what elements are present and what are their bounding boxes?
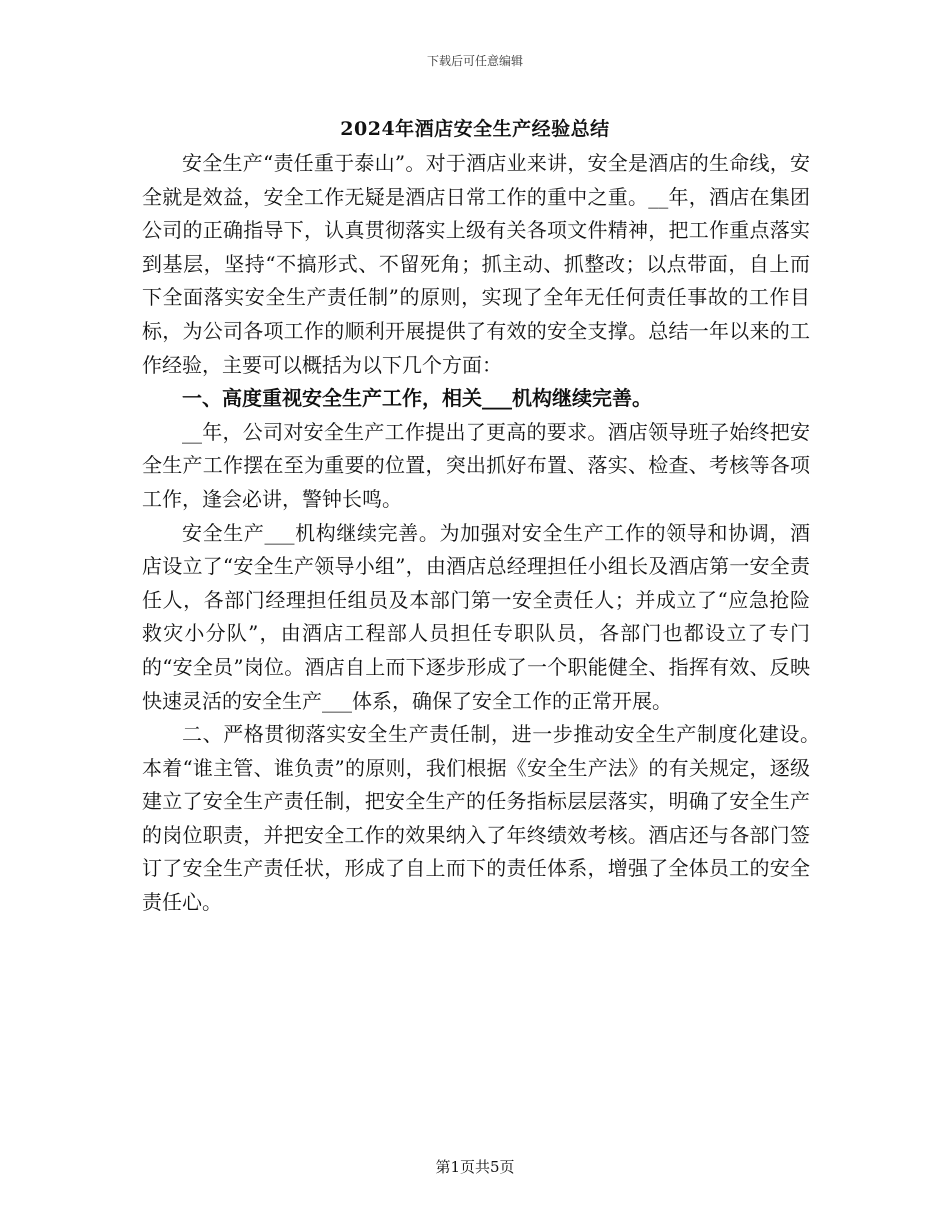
paragraph-organization: 安全生产___机构继续完善。为加强对安全生产工作的领导和协调，酒店设立了“安全生产领导小组”，由酒店总经理担任小组长及酒店第一安全责任人，各部门经理担任组员及本部门第一安全责任人；并成立了“应急抢险救灾小分队”，由酒店工程部人员担任专职队员，各部门也都设立了专门的“安全员”岗位。酒店自上而下逐步形成了一个职能健全、指挥有效、反映快速灵活的安全生产___体系，确保了安全工作的正常开展。	[142, 520, 810, 713]
document-body	[142, 147, 830, 920]
document-title: 2024年酒店安全生产经验总结	[340, 118, 610, 140]
paragraph-leadership: __年，公司对安全生产工作提出了更高的要求。酒店领导班子始终把安全生产工作摆在至为重要的位置，突出抓好布置、落实、检查、考核等各项工作，逢会必讲，警钟长鸣。	[142, 419, 810, 511]
paragraph-responsibility: 二、严格贯彻落实安全生产责任制，进一步推动安全生产制度化建设。 本着“谁主管、谁负责”的原则，我们根据《安全生产法》的有关规定，逐级建立了安全生产责任制，把安全生产的任务指标层层落实，明确了安全生产的岗位职责，并把安全工作的效果纳入了年终绩效考核。酒店还与各部门签订了安全生产责任状，形成了自上而下的责任体系，增强了全体员工的安全责任心。	[142, 722, 830, 915]
header-note: 下载后可任意编辑	[426, 54, 523, 68]
page-footer: 第1页共5页	[435, 1158, 515, 1176]
paragraph-intro: 安全生产“责任重于泰山”。对于酒店业来讲，安全是酒店的生命线，安全就是效益，安全工作无疑是酒店日常工作的重中之重。__年，酒店在集团公司的正确指导下，认真贯彻落实上级有关各项文件精神，把工作重点落实到基层，坚持“不搞形式、不留死角；抓主动、抓整改；以点带面，自上而下全面落实安全生产责任制”的原则，实现了全年无任何责任事故的工作目标，为公司各项工作的顺利开展提供了有效的安全支撑。总结一年以来的工作经验，主要可以概括为以下几个方面：	[142, 151, 810, 377]
section-heading-1: 一、高度重视安全生产工作，相关___机构继续完善。	[182, 386, 652, 411]
